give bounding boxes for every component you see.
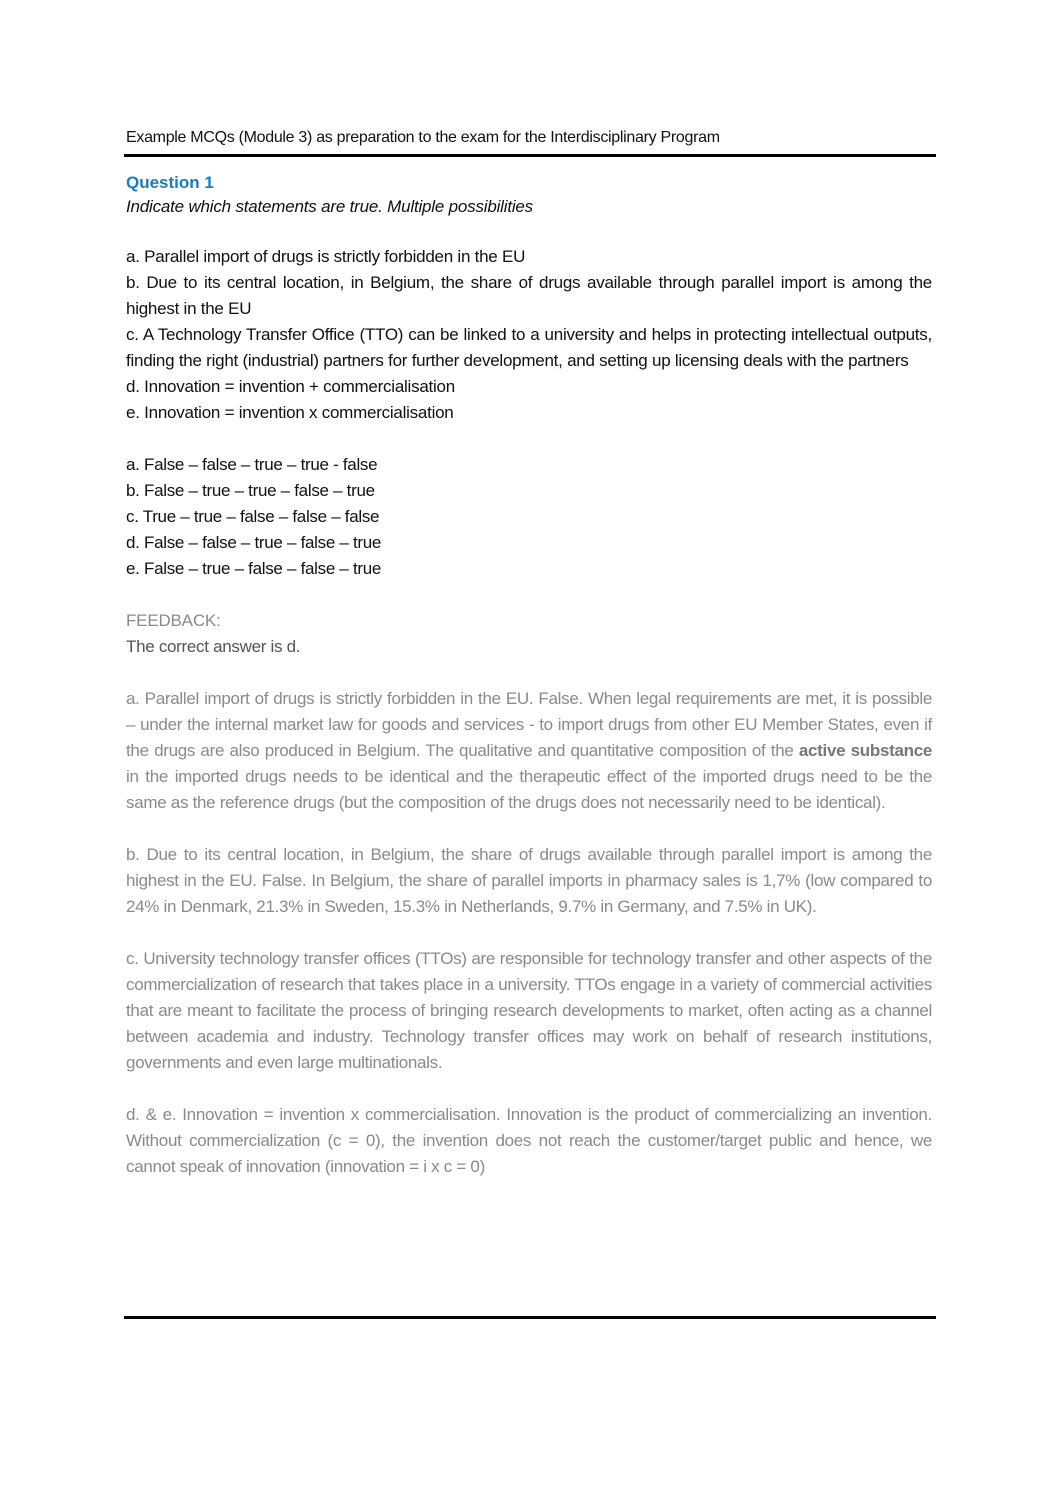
- statement-c: c. A Technology Transfer Office (TTO) can be linked to a university and helps in protecting intellectual outputs, finding the right (industrial) partners for further development, and setting up licensing deals with the partners: [126, 325, 932, 370]
- document-page: [126, 124, 932, 1180]
- feedback-label: FEEDBACK:: [126, 611, 221, 630]
- statement-b: b. Due to its central location, in Belgium, the share of drugs available through parallel import is among the highest in the EU: [126, 273, 932, 318]
- explanation-de: d. & e. Innovation = invention x commercialisation. Innovation is the product of commercializing an invention. Without commercialization (c = 0), the invention does not reach the customer/target public and hence, we cannot speak of innovation (innovation = i x c = 0): [126, 1105, 932, 1176]
- statement-a: a. Parallel import of drugs is strictly forbidden in the EU: [126, 247, 526, 266]
- answer-option-c: c. True – true – false – false – false: [126, 507, 380, 526]
- answer-option-e: e. False – true – false – false – true: [126, 559, 382, 578]
- answer-option-a: a. False – false – true – true - false: [126, 455, 378, 474]
- header-divider: [124, 154, 936, 157]
- feedback-section: [126, 608, 932, 1180]
- statement-d: d. Innovation = invention + commercialisation: [126, 377, 455, 396]
- statement-e: e. Innovation = invention x commercialisation: [126, 403, 454, 422]
- explanation-a: [126, 686, 932, 816]
- explanation-a-text: a. Parallel import of drugs is strictly forbidden in the EU. False. When legal requirements are met, it is possible – under the internal market law for goods and services - to import drugs from other EU Member States, even if the drugs are also produced in Belgium. The qualitative and quantitative composition of the: [126, 689, 932, 760]
- footer-divider: [124, 1316, 936, 1319]
- statement-list: [126, 244, 932, 426]
- answer-option-d: d. False – false – true – false – true: [126, 533, 382, 552]
- question-instruction: Indicate which statements are true. Multiple possibilities: [126, 197, 533, 216]
- answer-options: [126, 452, 932, 582]
- document-header: Example MCQs (Module 3) as preparation to the exam for the Interdisciplinary Program: [126, 129, 720, 146]
- explanation-a-text-end: in the imported drugs needs to be identical and the therapeutic effect of the imported drugs need to be the same as the reference drugs (but the composition of the drugs does not necessarily need to be identical).: [126, 767, 932, 812]
- answer-option-b: b. False – true – true – false – true: [126, 481, 375, 500]
- explanation-b: b. Due to its central location, in Belgium, the share of drugs available through parallel import is among the highest in the EU. False. In Belgium, the share of parallel imports in pharmacy sales is 1,7% (low compared to 24% in Denmark, 21.3% in Sweden, 15.3% in Netherlands, 9.7% in Germany, and 7.5% in UK).: [126, 845, 932, 916]
- question-title: Question 1: [126, 173, 214, 192]
- correct-answer: The correct answer is d.: [126, 637, 301, 656]
- explanation-a-bold: active substance: [798, 741, 933, 760]
- explanation-c: c. University technology transfer offices (TTOs) are responsible for technology transfer and other aspects of the commercialization of research that takes place in a university. TTOs engage in a variety of commercial activities that are meant to facilitate the process of bringing research developments to market, often acting as a channel between academia and industry. Technology transfer offices may work on behalf of research institutions, governments and even large multinationals.: [126, 949, 932, 1072]
